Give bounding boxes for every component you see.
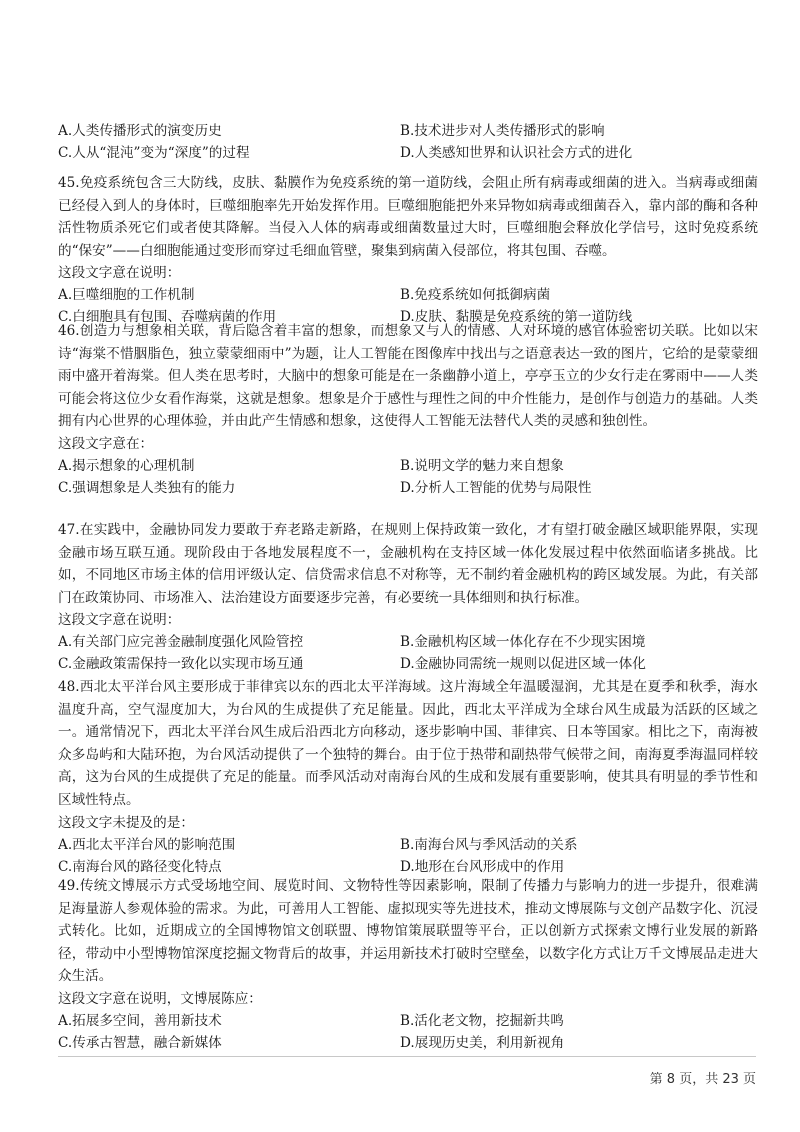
option-b: B.技术进步对人类传播形式的影响 xyxy=(400,123,605,139)
option-d: D.人类感知世界和认识社会方式的进化 xyxy=(400,145,633,161)
question-text: 47.在实践中，金融协同发力要敢于弃老路走新路，在规则上保持政策一致化，才有望打破金融区域职能界限，实现金融市场互联互通。现阶段由于各地发展程度不一，金融机构在支持区域一体化发展过程中依然面临诸多挑战。比如，不同地区市场主体的信用评级认定、信贷需求信息不对称等，无不制约着金融机构的跨区域发展。为此，有关部门在政策协同、市场准入、法治建设方面要逐步完善，有必要统一具体细则和执行标准。 xyxy=(58,522,758,606)
page-number: 第 8 页，共 23 页 xyxy=(649,1072,756,1087)
option-row xyxy=(58,284,758,306)
option-a: A.人类传播形式的演变历史 xyxy=(58,123,222,139)
option-d: D.金融协同需统一规则以促进区域一体化 xyxy=(400,656,646,673)
option-row xyxy=(58,120,758,142)
question-prompt: 这段文字意在说明： xyxy=(58,612,181,629)
option-d: D.皮肤、黏膜是免疫系统的第一道防线 xyxy=(400,309,633,326)
question-49 xyxy=(58,875,758,1054)
option-c: C.南海台风的路径变化特点 xyxy=(58,858,222,875)
option-d: D.分析人工智能的优势与局限性 xyxy=(400,479,592,496)
option-a: A.西北太平洋台风的影响范围 xyxy=(58,836,236,853)
question-text: 45.免疫系统包含三大防线，皮肤、黏膜作为免疫系统的第一道防线，会阻止所有病毒或细菌的进入。当病毒或细菌已经侵入到人的身体时，巨噬细胞率先开始发挥作用。巨噬细胞能把外来异物如病毒或细菌吞入，靠内部的酶和各种活性物质杀死它们或者使其降解。当侵入人体的病毒或细菌数量过大时，巨噬细胞会释放化学信号，这时免疫系统的“保安”——白细胞能通过变形而穿过毛细血管壁，聚集到病菌入侵部位，将其包围、吞噬。 xyxy=(58,175,758,259)
option-d: D.展现历史美，利用新视角 xyxy=(400,1034,565,1051)
option-row xyxy=(58,455,758,477)
option-row xyxy=(58,1032,758,1054)
question-45 xyxy=(58,172,758,328)
option-c: C.传承古智慧，融合新媒体 xyxy=(58,1034,222,1051)
option-c: C.金融政策需保持一致化以实现市场互通 xyxy=(58,656,304,673)
option-row xyxy=(58,142,758,164)
option-b: B.说明文学的魅力来自想象 xyxy=(400,457,564,474)
option-a: A.巨噬细胞的工作机制 xyxy=(58,287,195,304)
question-text: 48.西北太平洋台风主要形成于菲律宾以东的西北太平洋海域。这片海域全年温暖湿润，尤其是在夏季和秋季，海水温度升高，空气湿度加大，为台风的生成提供了充足能量。因此，西北太平洋成为全球台风生成最为活跃的区域之一。通常情况下，西北太平洋台风生成后沿西北方向移动，逐步影响中国、菲律宾、日本等国家。相比之下，南海被众多岛屿和大陆环抱，为台风活动提供了一个独特的舞台。由于位于热带和副热带气候带之间，南海夏季海温同样较高，这为台风的生成提供了充足的能量。而季风活动对南海台风的生成和发展有重要影响，使其具有明显的季节性和区域性特点。 xyxy=(58,679,758,808)
option-d: D.地形在台风形成中的作用 xyxy=(400,858,565,875)
question-prompt: 这段文字意在： xyxy=(58,435,154,452)
option-b: B.免疫系统如何抵御病菌 xyxy=(400,287,551,304)
option-row xyxy=(58,477,758,499)
question-prompt: 这段文字意在说明： xyxy=(58,265,181,282)
option-row xyxy=(58,1010,758,1032)
option-row xyxy=(58,834,758,856)
option-b: B.活化老文物，挖掘新共鸣 xyxy=(400,1012,564,1029)
question-text: 46.创造力与想象相关联，背后隐含着丰富的想象，而想象又与人的情感、人对环境的感官体验密切关联。比如以宋诗“海棠不惜胭脂色，独立蒙蒙细雨中”为题，让人工智能在图像库中找出与之语意表达一致的图片，它给的是蒙蒙细雨中盛开着海棠。但人类在思考时，大脑中的想象可能是在一条幽静小道上，亭亭玉立的少女行走在雾雨中——人类可能会将这位少女看作海棠，这就是想象。想象是介于感性与理性之间的中介性能力，是创作与创造力的基础。人类拥有内心世界的心理体验，并由此产生情感和想象，这使得人工智能无法替代人类的灵感和独创性。 xyxy=(58,323,758,430)
question-text: 49.传统文博展示方式受场地空间、展览时间、文物特性等因素影响，限制了传播力与影响力的进一步提升，很难满足海量游人参观体验的需求。为此，可善用人工智能、虚拟现实等先进技术，推动文博展陈与文创产品数字化、沉浸式转化。比如，近期成立的全国博物馆文创联盟、博物馆策展联盟等平台，正以创新方式探索文博行业发展的新路径，带动中小型博物馆深度挖掘文物背后的故事，并运用新技术打破时空壁垒，以数字化方式让万千文博展品走进大众生活。 xyxy=(58,878,758,985)
question-prompt: 这段文字未提及的是： xyxy=(58,814,194,831)
option-a: A.揭示想象的心理机制 xyxy=(58,457,195,474)
option-row xyxy=(58,653,758,675)
footer-divider xyxy=(58,1056,756,1057)
option-b: B.南海台风与季风活动的关系 xyxy=(400,836,578,853)
option-c: C.强调想象是人类独有的能力 xyxy=(58,479,236,496)
question-prompt: 这段文字意在说明，文博展陈应： xyxy=(58,990,262,1007)
option-c: C.人从“混沌”变为“深度”的过程 xyxy=(58,145,250,161)
question-46 xyxy=(58,320,758,499)
option-a: A.有关部门应完善金融制度强化风险管控 xyxy=(58,634,304,651)
option-c: C.白细胞具有包围、吞噬病菌的作用 xyxy=(58,309,277,326)
question-48 xyxy=(58,676,758,878)
previous-question-options xyxy=(58,120,758,164)
option-row xyxy=(58,631,758,653)
option-a: A.拓展多空间，善用新技术 xyxy=(58,1012,222,1029)
option-b: B.金融机构区域一体化存在不少现实困境 xyxy=(400,634,646,651)
question-47 xyxy=(58,519,758,675)
